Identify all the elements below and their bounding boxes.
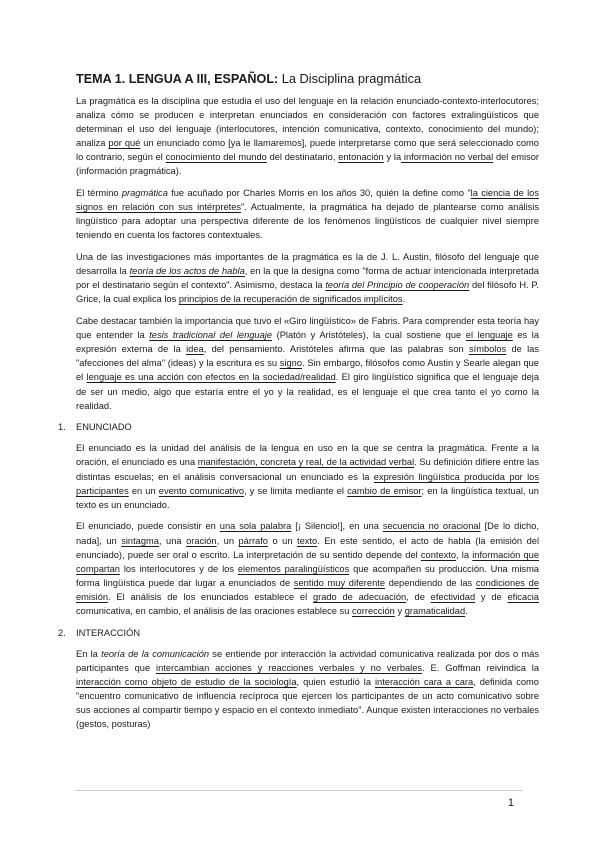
underlined-term: información que compartan: [76, 549, 539, 574]
text-run: . Sin embargo, filósofos como Austin y Searle alegan que el: [76, 358, 539, 383]
underlined-term: el lenguaje: [465, 330, 513, 341]
underlined-term: símbolos: [468, 344, 507, 355]
underlined-term: sentido muy diferente: [293, 577, 385, 588]
intro-paragraph: [58, 186, 539, 242]
underlined-term: manifestación, concreta y real, de la actividad verbal: [197, 457, 415, 468]
underlined-term: cambio de emisor: [347, 485, 422, 496]
text-run: El enunciado es la unidad del análisis de la lengua en uso en la que se centra la pragmática. Frente a la oración, el enunciado es una: [76, 443, 539, 468]
text-run: o un: [267, 535, 298, 546]
underlined-term: oración: [186, 535, 217, 546]
text-run: , la: [456, 549, 473, 560]
text-run: dependiendo de las: [385, 577, 476, 588]
underlined-term: principios de la recuperación de significados implícitos: [178, 294, 403, 305]
underlined-term: conocimiento del mundo: [165, 152, 267, 163]
text-run: en un: [128, 485, 159, 496]
underlined-term: grado de adecuación: [312, 591, 407, 602]
text-run: . El giro lingüístico significa que el lenguaje deja de ser un medio, algo que estaría entre el yo y la realidad, es el lenguaje el que crea tanto el yo como la realidad.: [76, 372, 539, 411]
underlined-term: lenguaje es una acción con efectos en la sociedad/realidad: [86, 372, 336, 383]
underlined-italic-term: teoría del Principio de cooperación: [325, 280, 470, 291]
underlined-term: la ciencia de los signos en relación con sus intérpretes: [76, 188, 539, 213]
underlined-term: sintagma: [121, 535, 159, 546]
text-run: los interlocutores y de los: [119, 563, 238, 574]
text-run: comunicativa, en cambio, el análisis de las oraciones establece su: [76, 605, 352, 616]
underlined-term: condiciones de emisión: [76, 577, 540, 602]
underlined-term: secuencia no oracional: [382, 521, 481, 532]
footer-divider: [76, 790, 522, 791]
text-run: La pragmática es la disciplina que estudia el uso del lenguaje en la relación enunciado-contexto-interlocutores; analiza cómo se producen e interpretan enunciados en consideración con factores extralingüísticos que determinan el uso del lenguaje (interlocutores, intención comunicativa, contexto, conocimiento del mundo); analiza: [76, 96, 539, 149]
text-run: fue acuñado por Charles Morris en los años 30, quién la define como ": [167, 188, 471, 199]
underlined-term: efectividad: [430, 591, 476, 602]
text-run: , definida como "encuentro comunicativo de influencia recíproca que ejercen los participantes de un acto comunicativo sobre sus acciones al compartir tiempo y espacio en el contexto inmediato". Aunque existen interacciones no verbales (gestos, posturas): [76, 676, 539, 730]
underlined-term: párrafo: [238, 535, 268, 546]
underlined-term: una sola palabra: [219, 521, 292, 532]
underlined-term: entonación: [338, 152, 384, 163]
section-heading: [58, 420, 539, 434]
intro-block: [58, 94, 539, 413]
text-run: y de: [475, 591, 508, 602]
text-run: . En este sentido, el acto de habla (la emisión del enunciado), puede ser oral o escrito. La interpretación de su sentido depende del: [76, 535, 540, 560]
underlined-term: intercambian acciones y reacciones verbales y no verbales: [156, 662, 423, 673]
italic-term: pragmática: [121, 188, 168, 199]
text-run: .: [402, 294, 406, 305]
text-run: Una de las investigaciones más importantes de la pragmática es la de J. L. Austin, filósofo del lenguaje que desarrolla la: [76, 252, 539, 277]
text-run: del emisor (información pragmática).: [76, 152, 540, 177]
text-run: [¡ Silencio!], en una: [291, 521, 383, 532]
title-subtitle: La Disciplina pragmática: [281, 71, 422, 86]
underlined-term: por qué: [108, 138, 141, 149]
text-run: de las "afecciones del alma" (ideas) y la escritura es su: [76, 344, 539, 369]
underlined-term: información no verbal: [401, 152, 494, 163]
text-run: . E. Goffman reivindica la: [422, 662, 539, 673]
text-run: ". Actualmente, la pragmática ha dejado de plantearse como análisis lingüístico para adoptar una perspectiva diferente de los fenómenos lingüísticos de cualquier nivel siempre teniendo en cuenta los factores contextuales.: [76, 202, 540, 241]
section-heading: [58, 626, 539, 640]
text-run: un enunciado como [ya le llamaremos], puede interpretarse como que será seleccionado como lo contrario, según el: [76, 138, 539, 163]
section-paragraph: [58, 519, 539, 618]
text-run: y: [394, 605, 405, 616]
text-run: del destinatario,: [266, 152, 339, 163]
underlined-term: elementos paralingüísticos: [237, 563, 350, 574]
text-run: es la expresión externa de la: [76, 330, 539, 355]
text-run: , de: [406, 591, 431, 602]
underlined-term: idea: [186, 344, 204, 355]
intro-paragraph: [58, 314, 539, 413]
section-paragraph: [58, 647, 539, 732]
underlined-term: expresión lingüística producida por los participantes: [76, 471, 539, 496]
text-run: [De lo dicho, nada], un: [76, 521, 539, 546]
text-run: (Platón y Aristóteles), la cual sostiene que: [272, 330, 466, 341]
intro-paragraph: [58, 250, 539, 306]
text-run: . Su definición difiere entre las distintas escuelas; en el análisis conversacional un enunciado es la: [76, 457, 539, 482]
text-run: El enunciado, puede consistir en: [76, 521, 220, 532]
text-run: , y se limita mediante el: [244, 485, 348, 496]
underlined-term: texto: [297, 535, 318, 546]
text-run: , del pensamiento. Aristóteles afirma que las palabras son: [203, 344, 469, 355]
text-run: y la: [383, 152, 402, 163]
underlined-term: eficacia: [507, 591, 539, 602]
text-run: , quien estudió la: [296, 676, 375, 687]
section-title: INTERACCIÓN: [76, 627, 141, 638]
text-run: En la: [76, 648, 102, 659]
document-title: [76, 70, 539, 88]
text-run: , un: [216, 535, 239, 546]
text-run: se entiende por interacción la actividad comunicativa realizada por dos o más participantes que: [76, 648, 539, 673]
sections-block: [58, 420, 539, 731]
text-run: , una: [158, 535, 187, 546]
underlined-term: signo: [279, 358, 302, 369]
underlined-term: interacción como objeto de estudio de la sociología: [76, 676, 297, 687]
section-paragraph: [58, 441, 539, 511]
text-run: . El análisis de los enunciados establece el: [108, 591, 313, 602]
underlined-term: interacción cara a cara: [374, 676, 474, 687]
text-run: , en la que la designa como "forma de actuar intencionada interpretada por el destinatario según el contexto". Asimismo, destaca la: [76, 266, 539, 291]
text-run: Cabe destacar también la importancia que tuvo el «Giro lingüístico» de Fabris. Para comprender esta teoría hay que entender la: [76, 316, 539, 341]
title-lead: TEMA 1. LENGUA A III, ESPAÑOL:: [76, 72, 279, 86]
text-run: .: [465, 605, 468, 616]
section-number: 1.: [58, 422, 66, 433]
italic-term: teoría de la comunicación: [101, 648, 210, 659]
underlined-italic-term: tesis tradicional del lenguaje: [149, 330, 273, 341]
text-run: ; en la lingüística textual, un texto es un enunciado.: [76, 485, 539, 510]
text-run: que acompañen su producción. Una misma forma lingüística puede dar lugar a enunciados de: [76, 563, 539, 588]
underlined-term: evento comunicativo: [158, 485, 245, 496]
underlined-term: contexto: [420, 549, 457, 560]
underlined-term: gramaticalidad: [404, 605, 466, 616]
text-run: del filósofo H. P. Grice, la cual explica los: [76, 280, 540, 305]
section-title: ENUNCIADO: [76, 422, 132, 433]
underlined-italic-term: teoría de los actos de habla: [129, 266, 245, 277]
underlined-term: corrección: [351, 605, 395, 616]
page-content: [58, 70, 539, 739]
intro-paragraph: [58, 94, 539, 179]
page-number: 1: [507, 797, 514, 809]
section-number: 2.: [58, 627, 66, 638]
text-run: El término: [76, 188, 122, 199]
